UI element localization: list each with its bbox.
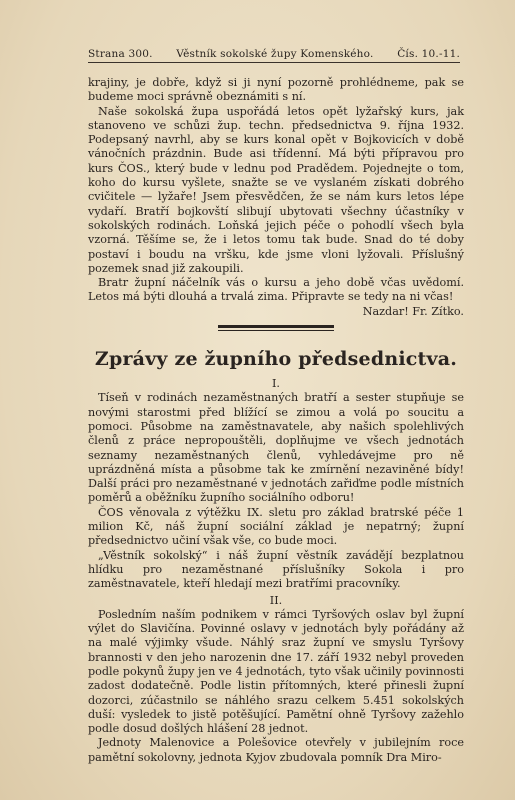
- divider-thick-line: [218, 325, 334, 328]
- section-1-paragraph-1: Tíseň v rodinách nezaměstnaných bratří a sester stupňuje se novými starostmi před blížící se zimou a volá po soucitu a pomoci. Působme na zaměstnavatele, aby našich spolehlivých členů z práce nepropouštěli, doplňujme ve všech jednotách seznamy nezaměstnaných členů, vyhledávejme pro ně uprázdněná místa a působme tak ke zmírnění nezaviněné bídy! Další práci pro nezaměstnané v jednotách zařiďme podle místních poměrů a oběžníku župního sociálního odboru!: [88, 391, 464, 505]
- section-1-number: I.: [272, 377, 280, 391]
- section-2-paragraph-2: Jednoty Malenovice a Polešovice otevřely v jubilejním roce pamětní sokolovny, jednota Kyjov zbudovala pomník Dra Miro-: [88, 736, 464, 764]
- intro-paragraph-3: Bratr župní náčelník vás o kursu a jeho době včas uvědomí. Letos má býti dlouhá a trvalá zima. Připravte se tedy na ni včas!: [88, 276, 464, 304]
- section-divider: [88, 319, 464, 337]
- journal-name: Věstník sokolské župy Komenského.: [176, 48, 374, 60]
- running-header: [88, 48, 460, 63]
- page-body: [88, 76, 464, 765]
- divider-thin-line: [218, 330, 334, 331]
- section-1-paragraph-2: ČOS věnovala z výtěžku IX. sletu pro základ bratrské péče 1 milion Kč, náš župní sociální základ je nepatrný; župní předsednictvo učiní však vše, co bude moci.: [88, 505, 464, 548]
- issue-number: Čís. 10.-11.: [397, 48, 460, 60]
- section-2-number: II.: [269, 593, 283, 607]
- signature: Nazdar! Fr. Zítko.: [362, 304, 464, 318]
- section-2-paragraph-1: Posledním naším podnikem v rámci Tyršových oslav byl župní výlet do Slavičína. Povinné oslavy v jednotách byly pořádány až na malé výjimky všude. Náhlý sraz župní ve smyslu Tyršovy brannosti v den jeho narozenin dne 17. září 1932 nebyl proveden podle pokynů župy jen ve 4 jednotách, tyto však učinily povinnosti zadost dodatečně. Podle listin přítomných, které přinesli župní dozorci, zúčastnilo se náhlého srazu celkem 5.451 sokolských duší: vysledek to jistě potěšující. Pamětní ohně Tyršovy zažehlo podle dosud došlých hlášení 28 jednot.: [88, 607, 464, 736]
- article-title: Zprávy ze župního předsednictva.: [94, 348, 458, 371]
- intro-paragraph-1: krajiny, je dobře, když si ji nyní pozorně prohlédneme, pak se budeme moci správně obeznámiti s ní.: [88, 76, 464, 104]
- section-1-paragraph-3: „Věstník sokolský“ i náš župní věstník zavádějí bezplatnou hlídku pro nezaměstnané příslušníky Sokola i pro zaměstnavatele, kteří hledají mezi bratřími pracovníky.: [88, 548, 464, 591]
- page-number: Strana 300.: [88, 48, 153, 60]
- intro-paragraph-2: Naše sokolská župa uspořádá letos opět lyžařský kurs, jak stanoveno ve schůzi žup. techn. předsednictva 9. října 1932. Podepsaný navrhl, aby se kurs konal opět v Bojkovicích v době vánočních prázdnin. Bude asi třídenní. Má býti přípravou pro kurs ČOS., který bude v lednu pod Pradědem. Pojednejte o tom, koho do kursu vyšlete, snažte se ve vyslaném získati dobrého cvičitele — lyžaře! Jsem přesvědčen, že se nám kurs letos lépe vydaří. Bratří bojkovští slibují ubytovati všechny účastníky v sokolských rodinách. Loňská jejich péče o pohodlí všech byla vzorná. Těšíme se, že i letos tomu tak bude. Snad do té doby postaví i boudu na vršku, kde jsme vloni lyžovali. Příslušný pozemek snad již zakoupili.: [88, 104, 464, 275]
